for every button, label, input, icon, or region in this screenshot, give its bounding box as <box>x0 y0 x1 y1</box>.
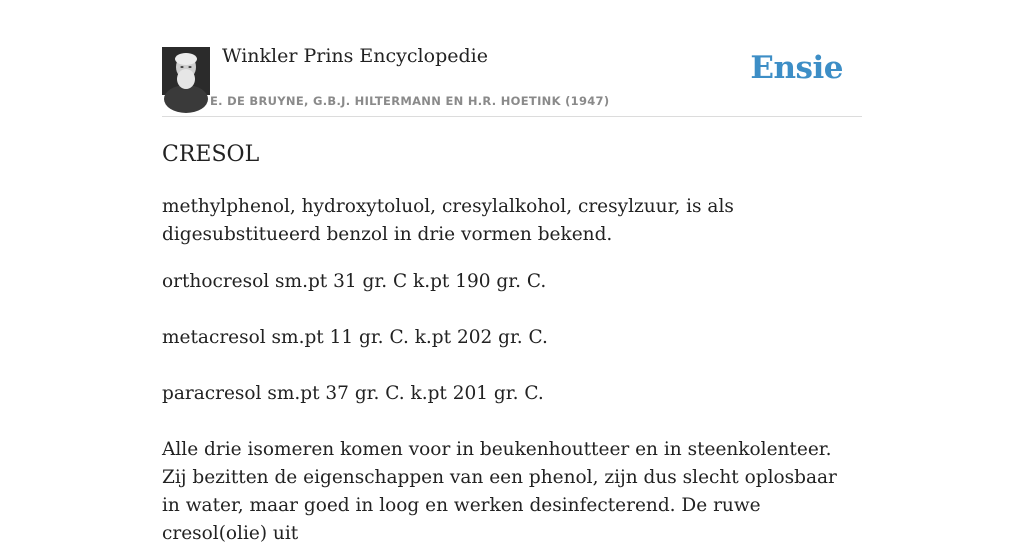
article-title: CRESOL <box>162 142 260 167</box>
source-authors: E. DE BRUYNE, G.B.J. HILTERMANN EN H.R. HOETINK (1947) <box>210 94 610 108</box>
isomer-ortho: orthocresol sm.pt 31 gr. C k.pt 190 gr. C. <box>162 271 547 292</box>
isomer-para: paracresol sm.pt 37 gr. C. k.pt 201 gr. C. <box>162 383 544 404</box>
portrait-image <box>162 47 210 95</box>
article <box>162 139 852 548</box>
article-body: Alle drie isomeren komen voor in beukenhoutteer en in steenkolenteer. Zij bezitten de eigenschappen van een phenol, zijn dus slecht oplosbaar in water, maar goed in loog en werken desinfecterend. De ruwe cresol(olie) uit <box>162 439 837 544</box>
isomer-meta: metacresol sm.pt 11 gr. C. k.pt 202 gr. C. <box>162 327 548 348</box>
source-header <box>162 40 862 117</box>
ensie-logo-link[interactable]: Ensie <box>750 50 843 86</box>
article-intro: methylphenol, hydroxytoluol, cresylalkohol, cresylzuur, is als digesubstitueerd benzol in drie vormen bekend. <box>162 196 734 245</box>
source-title[interactable]: Winkler Prins Encyclopedie <box>222 45 488 67</box>
author-portrait <box>162 47 210 95</box>
